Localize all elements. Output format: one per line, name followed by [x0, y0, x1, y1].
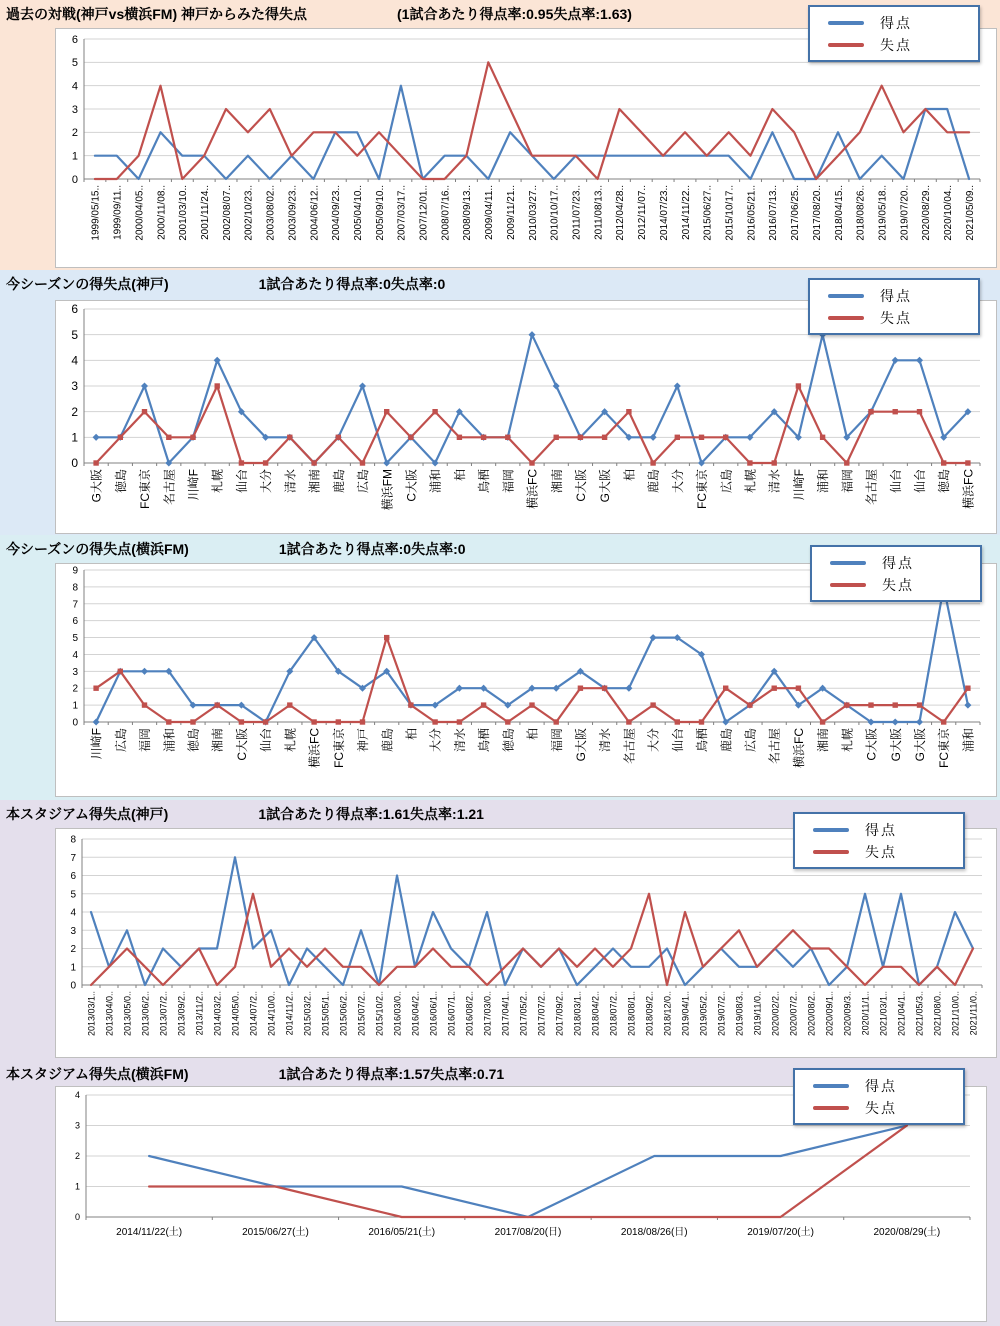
svg-text:柏: 柏	[404, 728, 419, 741]
svg-text:福岡: 福岡	[501, 469, 516, 494]
svg-text:徳島: 徳島	[501, 728, 516, 753]
svg-text:2: 2	[71, 404, 78, 419]
svg-text:川崎F: 川崎F	[791, 469, 806, 501]
svg-text:4: 4	[70, 907, 76, 919]
svg-text:FC東京: FC東京	[695, 469, 710, 509]
section-head-to-head	[0, 0, 1000, 270]
svg-text:2013/03/1..: 2013/03/1..	[86, 991, 97, 1037]
svg-text:7: 7	[70, 852, 76, 864]
svg-text:2010/10/17..: 2010/10/17..	[549, 185, 561, 241]
svg-text:2017/06/25..: 2017/06/25..	[790, 185, 802, 241]
svg-text:広島: 広島	[356, 469, 371, 494]
legend	[808, 5, 980, 62]
svg-text:2018/09/2..: 2018/09/2..	[644, 991, 655, 1037]
svg-text:6: 6	[72, 616, 78, 628]
svg-text:2009/04/11..: 2009/04/11..	[484, 185, 496, 240]
svg-text:浦和: 浦和	[162, 728, 177, 753]
svg-text:2019/07/20..: 2019/07/20..	[899, 185, 911, 241]
svg-text:2020/11/1..: 2020/11/1..	[860, 991, 871, 1036]
svg-text:2008/09/13..: 2008/09/13..	[462, 185, 474, 241]
per-game-rate-text: 1試合あたり得点率:0失点率:0	[278, 541, 466, 557]
svg-text:湘南: 湘南	[549, 469, 564, 494]
svg-text:6: 6	[71, 33, 78, 46]
svg-text:仙台: 仙台	[670, 728, 685, 753]
concede-line-swatch	[813, 1106, 849, 1110]
svg-text:2016/06/1..: 2016/06/1..	[428, 991, 439, 1037]
svg-text:2019/04/1..: 2019/04/1..	[680, 991, 691, 1037]
svg-text:2014/03/2..: 2014/03/2..	[212, 991, 223, 1037]
svg-text:5: 5	[70, 889, 76, 901]
legend-item-concede	[813, 1097, 963, 1119]
chart-area	[55, 300, 997, 534]
legend-item-score	[813, 1075, 963, 1097]
svg-text:2: 2	[70, 944, 76, 955]
svg-text:9: 9	[72, 565, 78, 577]
svg-text:4: 4	[72, 649, 78, 661]
svg-text:鳥栖: 鳥栖	[695, 728, 710, 753]
svg-text:6: 6	[70, 871, 76, 882]
svg-text:2010/03/27..: 2010/03/27..	[527, 185, 539, 241]
svg-text:大分: 大分	[259, 469, 274, 494]
svg-text:1: 1	[72, 700, 78, 712]
svg-text:浦和: 浦和	[428, 469, 443, 494]
svg-text:1999/09/11..: 1999/09/11..	[112, 185, 124, 240]
svg-text:2020/08/29(土): 2020/08/29(土)	[873, 1227, 941, 1238]
svg-text:2009/11/21..: 2009/11/21..	[505, 185, 517, 240]
concede-line-swatch	[813, 850, 849, 854]
svg-text:2016/03/0..: 2016/03/0..	[392, 991, 403, 1037]
svg-text:2014/05/0..: 2014/05/0..	[230, 991, 241, 1037]
concede-legend-label: 失点	[880, 37, 912, 53]
svg-text:C大阪: C大阪	[404, 469, 419, 502]
chart-title: 今シーズンの得失点(横浜FM)	[6, 541, 189, 557]
svg-text:2018/04/2..: 2018/04/2..	[590, 991, 601, 1037]
legend-item-score	[813, 819, 963, 841]
svg-text:0: 0	[74, 1212, 80, 1223]
svg-text:2020/02/2..: 2020/02/2..	[770, 991, 781, 1037]
score-legend-label: 得点	[865, 1078, 897, 1094]
chart-title: 過去の対戦(神戸vs横浜FM) 神戸からみた得失点	[6, 6, 307, 22]
svg-text:2019/11/0..: 2019/11/0..	[752, 991, 763, 1036]
svg-text:2017/03/0..: 2017/03/0..	[482, 991, 493, 1037]
score-line-swatch	[830, 561, 866, 565]
svg-text:川崎F: 川崎F	[186, 469, 201, 501]
svg-text:名古屋: 名古屋	[767, 728, 782, 765]
concede-line-swatch	[830, 583, 866, 587]
legend-item-concede	[828, 34, 978, 56]
svg-text:清水: 清水	[283, 469, 298, 494]
svg-text:2015/06/27..: 2015/06/27..	[702, 185, 714, 241]
svg-text:2000/11/08..: 2000/11/08..	[156, 185, 168, 240]
svg-text:2012/11/07..: 2012/11/07..	[637, 185, 649, 240]
svg-text:3: 3	[71, 103, 78, 116]
svg-text:1: 1	[74, 1181, 80, 1192]
svg-text:2021/03/1..: 2021/03/1..	[878, 991, 889, 1037]
svg-text:札幌: 札幌	[283, 728, 298, 753]
svg-text:仙台: 仙台	[259, 728, 274, 753]
chart-title: 本スタジアム得失点(神戸)	[6, 806, 169, 822]
svg-text:2020/10/04..: 2020/10/04..	[943, 185, 955, 241]
score-line-swatch	[828, 21, 864, 25]
svg-text:2017/07/2..: 2017/07/2..	[536, 991, 547, 1037]
legend	[810, 545, 982, 602]
svg-text:仙台: 仙台	[913, 469, 928, 494]
svg-text:徳島: 徳島	[113, 469, 128, 494]
section-stadium-yokohamafm	[0, 1060, 1000, 1326]
svg-text:2014/07/2..: 2014/07/2..	[248, 991, 259, 1037]
svg-text:2021/05/09..: 2021/05/09..	[964, 185, 976, 241]
svg-text:6: 6	[71, 302, 78, 317]
svg-text:名古屋: 名古屋	[864, 469, 879, 506]
concede-legend-label: 失点	[880, 310, 912, 326]
svg-text:2007/12/01..: 2007/12/01..	[418, 185, 430, 241]
svg-text:浦和: 浦和	[961, 728, 976, 753]
svg-text:大分: 大分	[670, 469, 685, 494]
svg-text:0: 0	[71, 456, 78, 471]
svg-text:2015/05/1..: 2015/05/1..	[320, 991, 331, 1037]
concede-line-swatch	[828, 43, 864, 47]
svg-text:2014/11/22(土): 2014/11/22(土)	[116, 1227, 183, 1238]
svg-text:柏: 柏	[525, 728, 540, 741]
svg-text:2019/07/20(土): 2019/07/20(土)	[747, 1227, 814, 1238]
svg-text:7: 7	[72, 599, 78, 611]
svg-text:2004/09/23..: 2004/09/23..	[331, 185, 343, 241]
svg-text:2014/07/23..: 2014/07/23..	[658, 185, 670, 241]
svg-text:2016/07/1..: 2016/07/1..	[446, 991, 457, 1037]
svg-text:2015/10/2..: 2015/10/2..	[374, 991, 385, 1037]
svg-text:2020/07/2..: 2020/07/2..	[788, 991, 799, 1037]
svg-text:仙台: 仙台	[888, 469, 903, 494]
svg-text:1: 1	[70, 962, 76, 974]
svg-text:大分: 大分	[646, 728, 661, 753]
svg-text:2019/05/2..: 2019/05/2..	[698, 991, 709, 1037]
svg-text:札幌: 札幌	[743, 469, 758, 494]
svg-text:C大阪: C大阪	[234, 728, 249, 761]
svg-text:2021/05/3..: 2021/05/3..	[914, 991, 925, 1037]
svg-text:2018/04/15..: 2018/04/15..	[833, 185, 845, 241]
svg-text:2018/07/2..: 2018/07/2..	[608, 991, 619, 1037]
svg-text:清水: 清水	[598, 728, 613, 753]
svg-text:2002/08/07..: 2002/08/07..	[221, 185, 233, 241]
svg-text:2012/04/28..: 2012/04/28..	[615, 185, 627, 241]
svg-text:2001/11/24..: 2001/11/24..	[199, 185, 211, 240]
svg-text:2003/09/23..: 2003/09/23..	[287, 185, 299, 241]
svg-text:徳島: 徳島	[186, 728, 201, 753]
svg-text:3: 3	[71, 379, 78, 394]
svg-text:鳥栖: 鳥栖	[477, 469, 492, 494]
per-game-rate-text: 1試合あたり得点率:1.61失点率:1.21	[258, 806, 484, 822]
svg-text:2019/07/2..: 2019/07/2..	[716, 991, 727, 1037]
svg-text:2020/09/1..: 2020/09/1..	[824, 991, 835, 1037]
svg-text:1999/05/15..: 1999/05/15..	[90, 185, 102, 241]
score-line-swatch	[813, 1084, 849, 1088]
svg-text:柏: 柏	[622, 469, 637, 482]
score-legend-label: 得点	[865, 822, 897, 838]
svg-text:4: 4	[71, 353, 78, 368]
svg-text:2018/12/0..: 2018/12/0..	[662, 991, 673, 1037]
score-legend-label: 得点	[880, 288, 912, 304]
svg-text:徳島: 徳島	[937, 469, 952, 494]
svg-text:2014/11/22..: 2014/11/22..	[680, 185, 692, 240]
svg-text:広島: 広島	[719, 469, 734, 494]
concede-legend-label: 失点	[882, 577, 914, 593]
svg-text:川崎F: 川崎F	[89, 728, 104, 760]
svg-text:2021/08/0..: 2021/08/0..	[932, 991, 943, 1037]
svg-text:柏: 柏	[452, 469, 467, 482]
svg-text:福岡: 福岡	[549, 728, 564, 753]
svg-text:5: 5	[71, 327, 78, 342]
svg-text:2020/08/2..: 2020/08/2..	[806, 991, 817, 1037]
svg-text:湘南: 湘南	[816, 728, 831, 753]
svg-text:鳥栖: 鳥栖	[477, 728, 492, 753]
svg-text:2015/07/2..: 2015/07/2..	[356, 991, 367, 1037]
svg-text:清水: 清水	[767, 469, 782, 494]
svg-text:浦和: 浦和	[816, 469, 831, 494]
section-season-yokohamafm	[0, 535, 1000, 800]
svg-text:名古屋: 名古屋	[622, 728, 637, 765]
svg-text:1: 1	[71, 430, 78, 445]
svg-text:2015/06/2..: 2015/06/2..	[338, 991, 349, 1037]
svg-text:名古屋: 名古屋	[162, 469, 177, 506]
svg-text:2005/04/10..: 2005/04/10..	[352, 185, 364, 241]
legend	[793, 812, 965, 869]
svg-text:横浜FC: 横浜FC	[307, 728, 322, 768]
svg-text:2011/08/13..: 2011/08/13..	[593, 185, 605, 240]
svg-text:0: 0	[70, 980, 76, 992]
svg-text:2: 2	[74, 1151, 80, 1162]
concede-legend-label: 失点	[865, 844, 897, 860]
svg-text:広島: 広島	[113, 728, 128, 753]
svg-text:2013/05/0..: 2013/05/0..	[122, 991, 133, 1037]
chart-title: 本スタジアム得失点(横浜FM)	[6, 1066, 189, 1082]
svg-text:3: 3	[72, 666, 78, 678]
svg-text:2018/08/26..: 2018/08/26..	[855, 185, 867, 241]
svg-text:4: 4	[71, 80, 78, 93]
svg-text:2014/11/2..: 2014/11/2..	[284, 991, 295, 1036]
svg-text:2008/07/16..: 2008/07/16..	[440, 185, 452, 241]
svg-text:G大阪: G大阪	[89, 469, 104, 503]
svg-text:2020/09/3..: 2020/09/3..	[842, 991, 853, 1037]
svg-text:2011/07/23..: 2011/07/23..	[571, 185, 583, 240]
svg-text:3: 3	[70, 925, 76, 937]
svg-text:0: 0	[72, 717, 78, 729]
concede-line-swatch	[828, 316, 864, 320]
svg-text:仙台: 仙台	[234, 469, 249, 494]
svg-text:2018/03/1..: 2018/03/1..	[572, 991, 583, 1037]
svg-text:G大阪: G大阪	[598, 469, 613, 503]
svg-text:2003/08/02..: 2003/08/02..	[265, 185, 277, 241]
svg-text:札幌: 札幌	[210, 469, 225, 494]
score-line-swatch	[813, 828, 849, 832]
svg-text:C大阪: C大阪	[573, 469, 588, 502]
svg-text:2007/03/17..: 2007/03/17..	[396, 185, 408, 241]
svg-text:8: 8	[72, 582, 78, 594]
svg-text:大分: 大分	[428, 728, 443, 753]
svg-text:3: 3	[74, 1120, 80, 1131]
section-season-kobe	[0, 270, 1000, 535]
svg-text:2013/07/2..: 2013/07/2..	[158, 991, 169, 1037]
svg-text:2015/10/17..: 2015/10/17..	[724, 185, 736, 241]
svg-text:2013/06/2..: 2013/06/2..	[140, 991, 151, 1037]
svg-text:2016/07/13..: 2016/07/13..	[768, 185, 780, 241]
score-line-swatch	[828, 294, 864, 298]
legend-item-score	[828, 12, 978, 34]
svg-text:福岡: 福岡	[138, 728, 153, 753]
svg-text:清水: 清水	[452, 728, 467, 753]
svg-text:FC東京: FC東京	[937, 728, 952, 768]
svg-text:8: 8	[70, 834, 76, 846]
legend-item-score	[828, 285, 978, 307]
svg-text:2016/04/2..: 2016/04/2..	[410, 991, 421, 1037]
svg-text:2017/04/1..: 2017/04/1..	[500, 991, 511, 1037]
legend-item-concede	[828, 307, 978, 329]
section-stadium-kobe	[0, 800, 1000, 1060]
svg-text:C大阪: C大阪	[864, 728, 879, 761]
svg-text:鹿島: 鹿島	[646, 469, 661, 494]
svg-text:神戸: 神戸	[356, 728, 371, 753]
legend	[793, 1068, 965, 1125]
svg-text:2017/05/2..: 2017/05/2..	[518, 991, 529, 1037]
svg-text:2005/09/10..: 2005/09/10..	[374, 185, 386, 241]
per-game-rate-text: 1試合あたり得点率:0失点率:0	[258, 276, 446, 292]
svg-text:2015/03/2..: 2015/03/2..	[302, 991, 313, 1037]
svg-text:4: 4	[74, 1090, 80, 1101]
svg-text:2002/10/23..: 2002/10/23..	[243, 185, 255, 241]
svg-text:2015/06/27(土): 2015/06/27(土)	[242, 1227, 309, 1238]
svg-text:2: 2	[72, 683, 78, 695]
svg-text:2017/08/20(日): 2017/08/20(日)	[494, 1227, 562, 1238]
svg-text:鹿島: 鹿島	[380, 728, 395, 753]
per-game-rate-text: (1試合あたり得点率:0.95失点率:1.63)	[397, 6, 632, 22]
svg-text:2004/06/12..: 2004/06/12..	[309, 185, 321, 241]
svg-text:G大阪: G大阪	[573, 728, 588, 762]
svg-text:G大阪: G大阪	[913, 728, 928, 762]
svg-text:2013/09/2..: 2013/09/2..	[176, 991, 187, 1037]
svg-text:札幌: 札幌	[840, 728, 855, 753]
svg-text:横浜FC: 横浜FC	[791, 728, 806, 768]
svg-text:2018/08/1..: 2018/08/1..	[626, 991, 637, 1037]
svg-text:2016/05/21..: 2016/05/21..	[746, 185, 758, 241]
svg-text:横浜FC: 横浜FC	[525, 469, 540, 509]
svg-text:2021/11/0..: 2021/11/0..	[968, 991, 979, 1036]
per-game-rate-text: 1試合あたり得点率:1.57失点率:0.71	[278, 1066, 505, 1082]
chart-title: 今シーズンの得失点(神戸)	[6, 276, 169, 292]
svg-text:2019/08/3..: 2019/08/3..	[734, 991, 745, 1037]
svg-text:湘南: 湘南	[210, 728, 225, 753]
svg-text:0: 0	[71, 173, 78, 186]
svg-text:2000/04/05..: 2000/04/05..	[134, 185, 146, 241]
score-legend-label: 得点	[882, 555, 914, 571]
legend-item-concede	[830, 574, 980, 596]
svg-text:2019/05/18..: 2019/05/18..	[877, 185, 889, 241]
svg-text:FC東京: FC東京	[331, 728, 346, 768]
svg-text:2016/05/21(土): 2016/05/21(土)	[368, 1227, 436, 1238]
line-chart-head-to-head	[56, 29, 996, 267]
svg-text:鹿島: 鹿島	[719, 728, 734, 753]
svg-text:横浜FC: 横浜FC	[961, 469, 976, 509]
svg-text:2017/09/2..: 2017/09/2..	[554, 991, 565, 1037]
svg-text:1: 1	[71, 150, 78, 163]
svg-text:2: 2	[71, 127, 78, 140]
concede-legend-label: 失点	[865, 1100, 897, 1116]
legend-item-score	[830, 552, 980, 574]
legend	[808, 278, 980, 335]
svg-text:2016/08/2..: 2016/08/2..	[464, 991, 475, 1037]
svg-text:2018/08/26(日): 2018/08/26(日)	[620, 1227, 688, 1238]
svg-text:2001/03/10..: 2001/03/10..	[178, 185, 190, 241]
legend-item-concede	[813, 841, 963, 863]
svg-text:2013/04/0..: 2013/04/0..	[104, 991, 115, 1037]
svg-text:5: 5	[71, 57, 78, 70]
svg-text:広島: 広島	[743, 728, 758, 753]
svg-text:2021/10/0..: 2021/10/0..	[950, 991, 961, 1037]
svg-text:湘南: 湘南	[307, 469, 322, 494]
svg-text:5: 5	[72, 633, 78, 645]
svg-text:2020/08/29..: 2020/08/29..	[921, 185, 933, 241]
svg-text:G大阪: G大阪	[888, 728, 903, 762]
svg-text:2017/08/20..: 2017/08/20..	[811, 185, 823, 241]
svg-text:2013/11/2..: 2013/11/2..	[194, 991, 205, 1036]
svg-text:横浜FM: 横浜FM	[380, 469, 395, 511]
svg-text:FC東京: FC東京	[138, 469, 153, 509]
svg-text:鹿島: 鹿島	[331, 469, 346, 494]
svg-text:福岡: 福岡	[840, 469, 855, 494]
line-chart-season-kobe	[56, 301, 996, 533]
score-legend-label: 得点	[880, 15, 912, 31]
svg-text:2021/04/1..: 2021/04/1..	[896, 991, 907, 1037]
svg-text:2014/10/0..: 2014/10/0..	[266, 991, 277, 1037]
chart-area	[55, 28, 997, 268]
